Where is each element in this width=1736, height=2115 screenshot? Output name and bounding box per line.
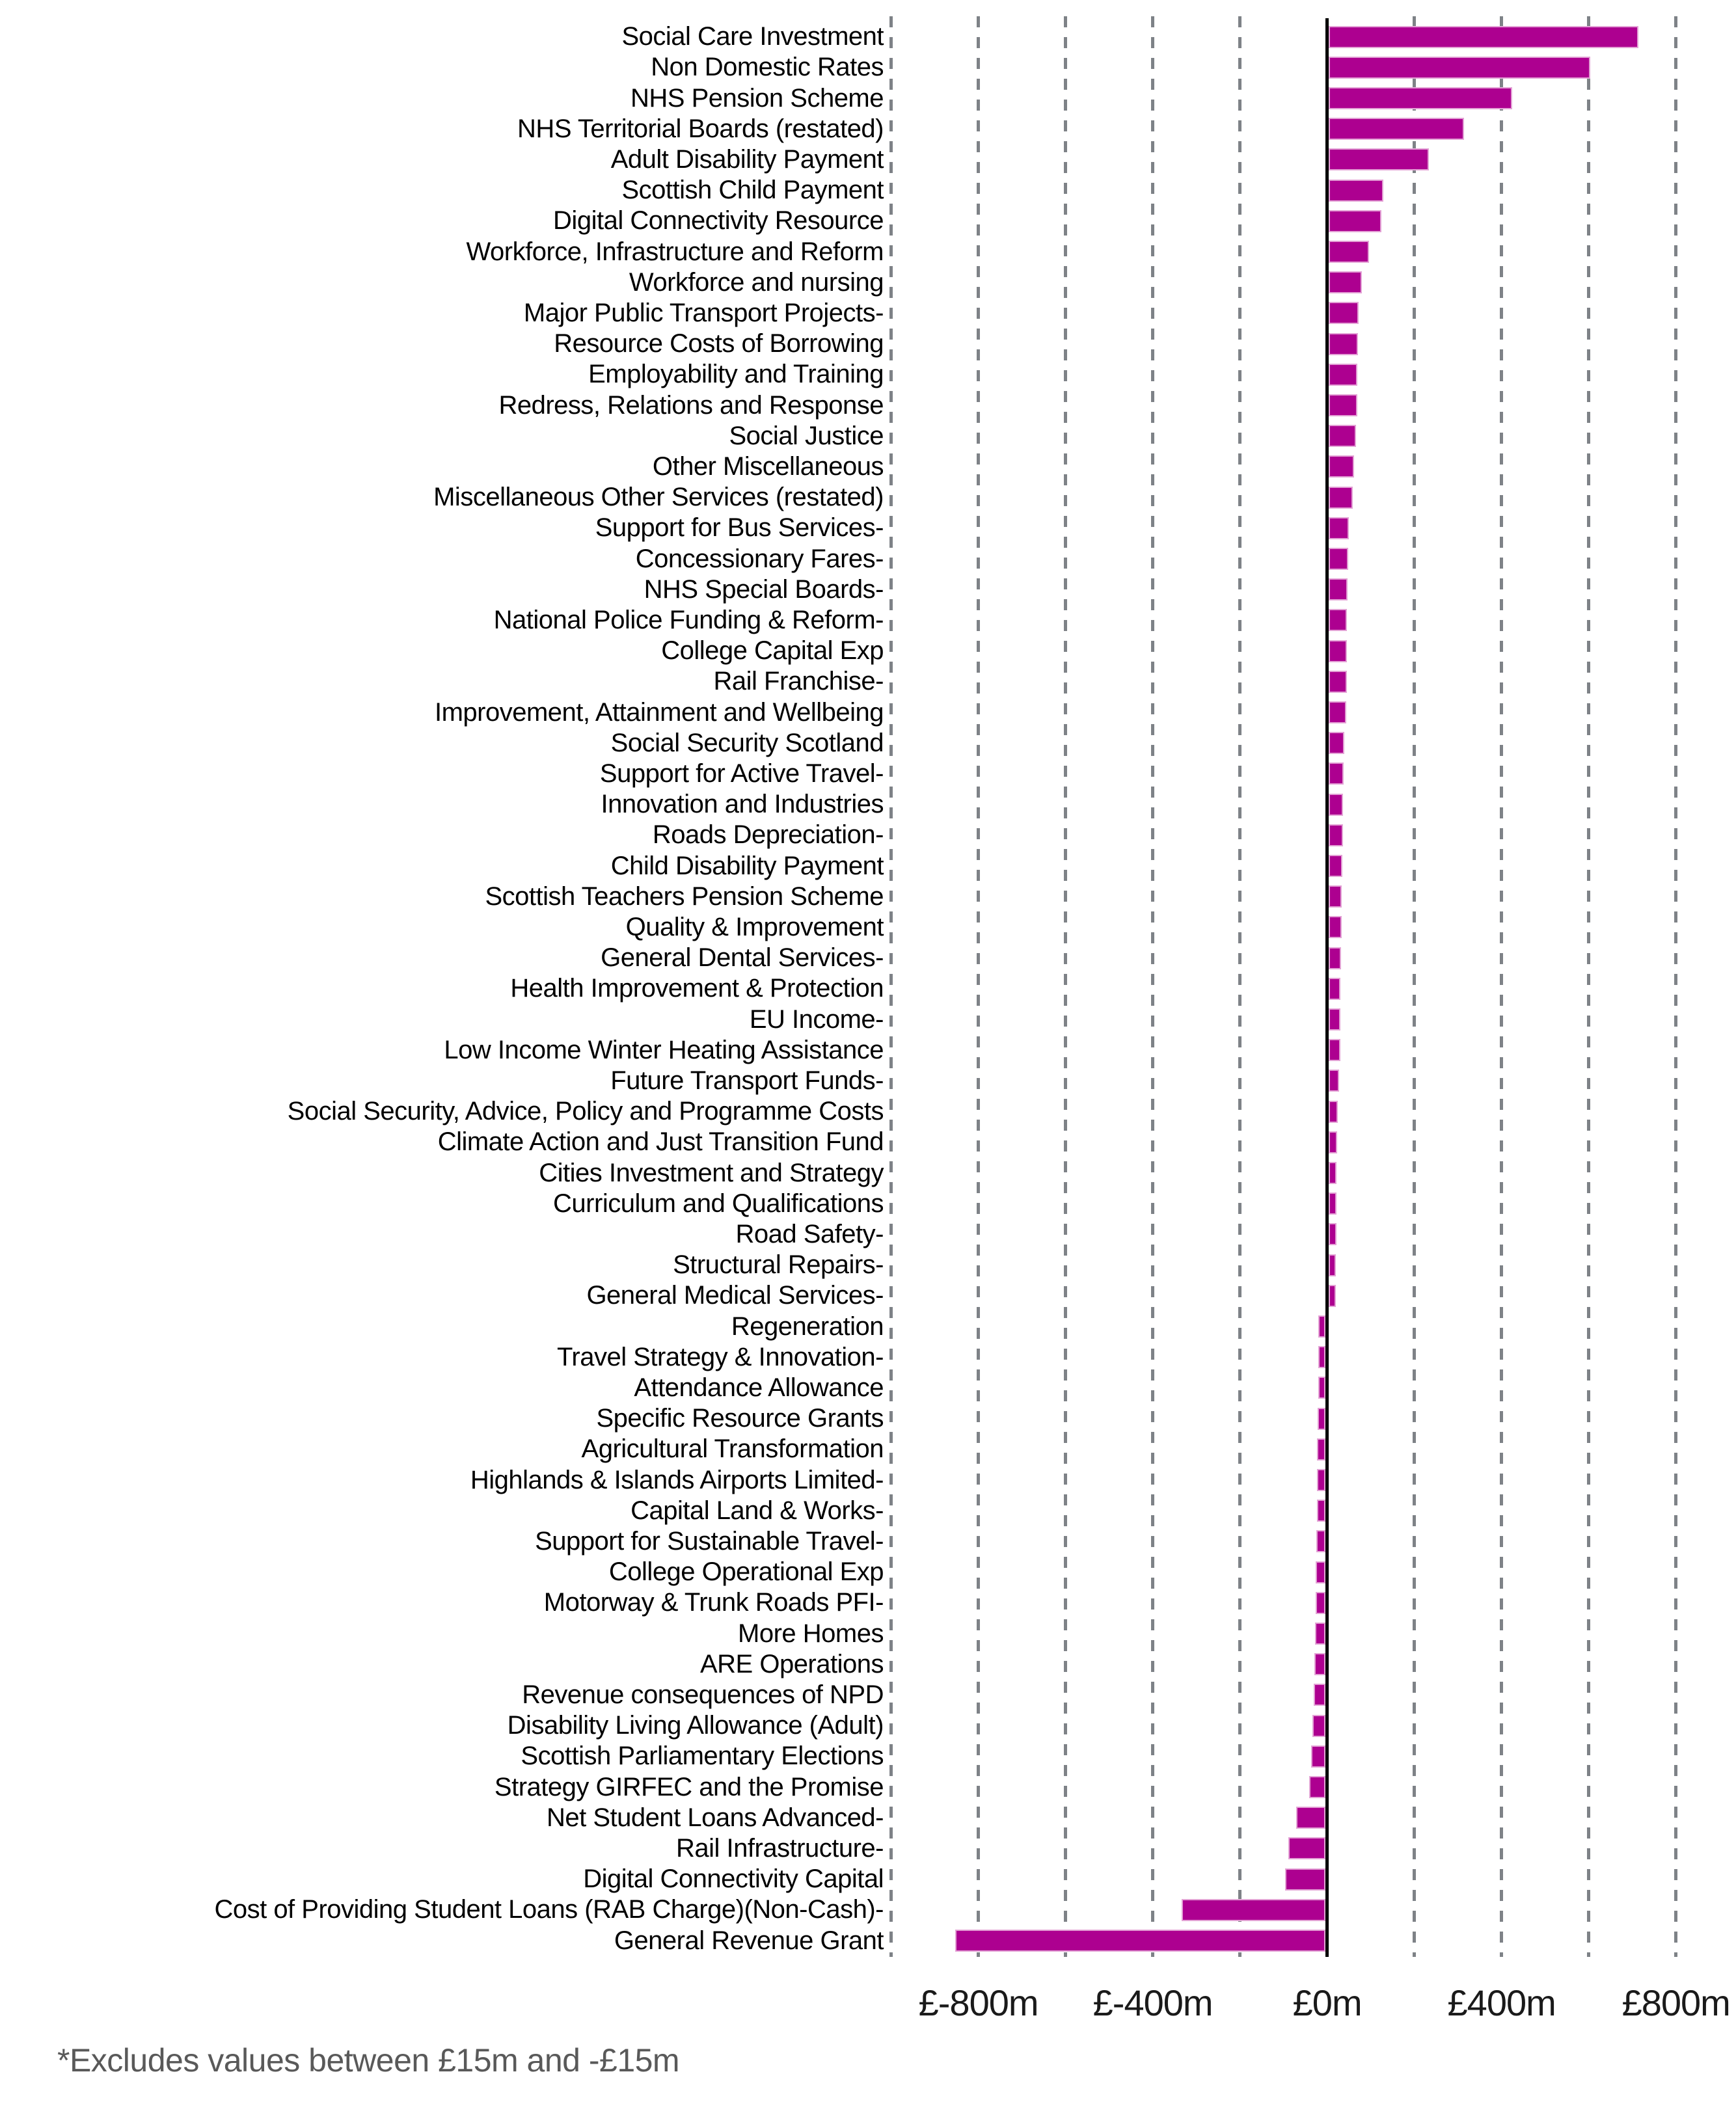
- gridline: [977, 16, 980, 1957]
- category-label: College Operational Exp: [608, 1557, 884, 1587]
- x-tick-label: £-400m: [1092, 1982, 1213, 2023]
- category-label: NHS Territorial Boards (restated): [517, 114, 884, 143]
- bar: [1329, 1162, 1336, 1184]
- bar: [1329, 1070, 1339, 1092]
- category-label: Curriculum and Qualifications: [553, 1189, 884, 1218]
- bar: [1329, 87, 1512, 109]
- gridline: [1238, 16, 1241, 1957]
- bar: [1329, 640, 1346, 662]
- category-label: General Medical Services-: [586, 1281, 884, 1310]
- bar: [1329, 1285, 1336, 1307]
- bar: [1182, 1899, 1325, 1921]
- bar: [1329, 180, 1383, 202]
- category-label: Scottish Teachers Pension Scheme: [485, 882, 884, 911]
- bar: [1329, 1131, 1337, 1153]
- x-tick-label: £400m: [1447, 1982, 1556, 2023]
- category-label: Innovation and Industries: [601, 790, 884, 819]
- bar: [1329, 57, 1590, 79]
- bar: [1329, 302, 1359, 324]
- category-label: National Police Funding & Reform-: [493, 605, 884, 634]
- bar: [1311, 1745, 1325, 1768]
- category-label: Non Domestic Rates: [651, 53, 884, 82]
- bar: [1318, 1315, 1325, 1338]
- category-label: Capital Land & Works-: [631, 1496, 884, 1525]
- category-label: Social Care Investment: [621, 22, 884, 51]
- bar: [1318, 1377, 1325, 1399]
- category-label: Employability and Training: [588, 360, 884, 389]
- category-label: Future Transport Funds-: [610, 1066, 884, 1095]
- category-label: Health Improvement & Protection: [510, 974, 884, 1003]
- bar: [1314, 1653, 1325, 1675]
- category-label: Support for Bus Services-: [595, 513, 884, 543]
- bar: [1329, 578, 1348, 600]
- bar: [1329, 26, 1638, 48]
- category-label: ARE Operations: [699, 1649, 884, 1678]
- bar: [1329, 455, 1354, 478]
- bar: [1329, 118, 1464, 140]
- bar: [1329, 1101, 1338, 1123]
- bar: [1329, 671, 1346, 693]
- bar: [1329, 1008, 1340, 1031]
- category-label: Revenue consequences of NPD: [522, 1680, 884, 1709]
- bar: [1329, 794, 1343, 816]
- category-label: Attendance Allowance: [634, 1373, 884, 1402]
- category-label: Structural Repairs-: [673, 1250, 884, 1280]
- category-label: Low Income Winter Heating Assistance: [444, 1035, 884, 1064]
- category-label: General Dental Services-: [601, 943, 884, 973]
- category-label: Scottish Child Payment: [621, 176, 884, 205]
- bar: [1312, 1715, 1325, 1737]
- bar: [1329, 394, 1357, 416]
- bar: [1329, 241, 1369, 263]
- bar: [1329, 333, 1358, 355]
- category-label: Regeneration: [731, 1312, 884, 1341]
- bar: [1309, 1776, 1325, 1798]
- gridline: [1064, 16, 1067, 1957]
- bar: [1329, 609, 1347, 631]
- gridline: [1587, 16, 1590, 1957]
- category-label: EU Income-: [749, 1004, 884, 1034]
- category-label: Other Miscellaneous: [652, 451, 884, 481]
- gridline: [889, 16, 893, 1957]
- bar: [1316, 1561, 1325, 1583]
- bar: [1329, 978, 1340, 1000]
- category-label: Travel Strategy & Innovation-: [556, 1342, 884, 1371]
- category-label: Social Security, Advice, Policy and Programme Costs: [287, 1097, 884, 1126]
- bar: [1318, 1408, 1325, 1430]
- category-label: College Capital Exp: [661, 636, 884, 666]
- bar: [1329, 1223, 1336, 1245]
- category-label: Workforce, Infrastructure and Reform: [466, 237, 884, 266]
- bar: [1317, 1438, 1325, 1461]
- category-label: Scottish Parliamentary Elections: [521, 1742, 884, 1771]
- category-label: Digital Connectivity Resource: [553, 206, 884, 236]
- category-label: Child Disability Payment: [610, 851, 884, 880]
- bar: [1316, 1530, 1325, 1552]
- category-label: Net Student Loans Advanced-: [547, 1803, 884, 1832]
- category-label: Strategy GIRFEC and the Promise: [494, 1772, 884, 1801]
- category-label: Redress, Relations and Response: [498, 390, 884, 420]
- bar: [1296, 1807, 1326, 1829]
- category-label: Cost of Providing Student Loans (RAB Charge)(Non-Cash)-: [214, 1895, 884, 1924]
- category-label: Digital Connectivity Capital: [583, 1865, 884, 1894]
- category-label: General Revenue Grant: [614, 1926, 884, 1955]
- category-label: More Homes: [738, 1619, 884, 1648]
- bar: [1317, 1469, 1325, 1491]
- bar: [1329, 548, 1348, 570]
- bar: [1329, 855, 1342, 877]
- category-label: Social Security Scotland: [610, 728, 884, 757]
- bar: [1318, 1346, 1325, 1368]
- category-label: Social Justice: [729, 421, 884, 450]
- gridline: [1413, 16, 1416, 1957]
- category-label: Support for Active Travel-: [599, 759, 884, 788]
- category-label: Rail Franchise-: [713, 667, 884, 696]
- category-label: Highlands & Islands Airports Limited-: [470, 1465, 884, 1494]
- bar: [1329, 885, 1342, 908]
- x-tick-label: £-800m: [918, 1982, 1038, 2023]
- bar: [1288, 1837, 1325, 1859]
- bar: [955, 1930, 1326, 1952]
- category-label: Concessionary Fares-: [635, 544, 884, 573]
- category-label: Road Safety-: [735, 1219, 884, 1248]
- bar: [1329, 701, 1346, 723]
- gridline: [1674, 16, 1677, 1957]
- gridline: [1500, 16, 1503, 1957]
- bar: [1329, 916, 1341, 938]
- bar: [1329, 517, 1349, 539]
- x-tick-label: £800m: [1621, 1982, 1730, 2023]
- category-label: Rail Infrastructure-: [676, 1833, 884, 1863]
- bar: [1329, 824, 1342, 846]
- category-label: Major Public Transport Projects-: [523, 298, 884, 327]
- category-label: NHS Special Boards-: [644, 574, 884, 604]
- x-tick-label: £0m: [1292, 1982, 1362, 2023]
- category-label: Improvement, Attainment and Wellbeing: [434, 697, 884, 727]
- category-label: Quality & Improvement: [625, 912, 884, 941]
- category-label: Miscellaneous Other Services (restated): [433, 483, 884, 512]
- bar: [1315, 1623, 1325, 1645]
- category-label: Disability Living Allowance (Adult): [507, 1711, 884, 1740]
- category-label: Climate Action and Just Transition Fund: [437, 1127, 884, 1157]
- gridline: [1151, 16, 1154, 1957]
- category-label: Resource Costs of Borrowing: [554, 329, 884, 358]
- bar: [1329, 732, 1344, 754]
- bar: [1329, 210, 1381, 232]
- bar: [1329, 1254, 1336, 1276]
- footnote: *Excludes values between £15m and -£15m: [57, 2042, 680, 2079]
- category-label: Specific Resource Grants: [596, 1404, 884, 1433]
- bar: [1329, 762, 1344, 785]
- bar: [1329, 1192, 1336, 1215]
- bar: [1317, 1500, 1325, 1522]
- bar: [1329, 1039, 1340, 1061]
- bar: [1329, 364, 1357, 386]
- category-label: Cities Investment and Strategy: [539, 1158, 884, 1187]
- bar: [1316, 1592, 1325, 1614]
- bar: [1285, 1868, 1325, 1891]
- category-label: Roads Depreciation-: [652, 820, 884, 850]
- category-label: Adult Disability Payment: [610, 144, 884, 174]
- category-label: NHS Pension Scheme: [631, 83, 884, 113]
- bar: [1329, 271, 1362, 293]
- bar: [1329, 487, 1353, 509]
- category-label: Agricultural Transformation: [581, 1435, 884, 1464]
- bar: [1329, 947, 1341, 969]
- bar: [1329, 425, 1356, 447]
- category-label: Motorway & Trunk Roads PFI-: [543, 1588, 884, 1617]
- bar: [1329, 148, 1429, 170]
- category-label: Support for Sustainable Travel-: [535, 1526, 884, 1556]
- category-label: Workforce and nursing: [629, 267, 884, 297]
- bar: [1314, 1684, 1325, 1706]
